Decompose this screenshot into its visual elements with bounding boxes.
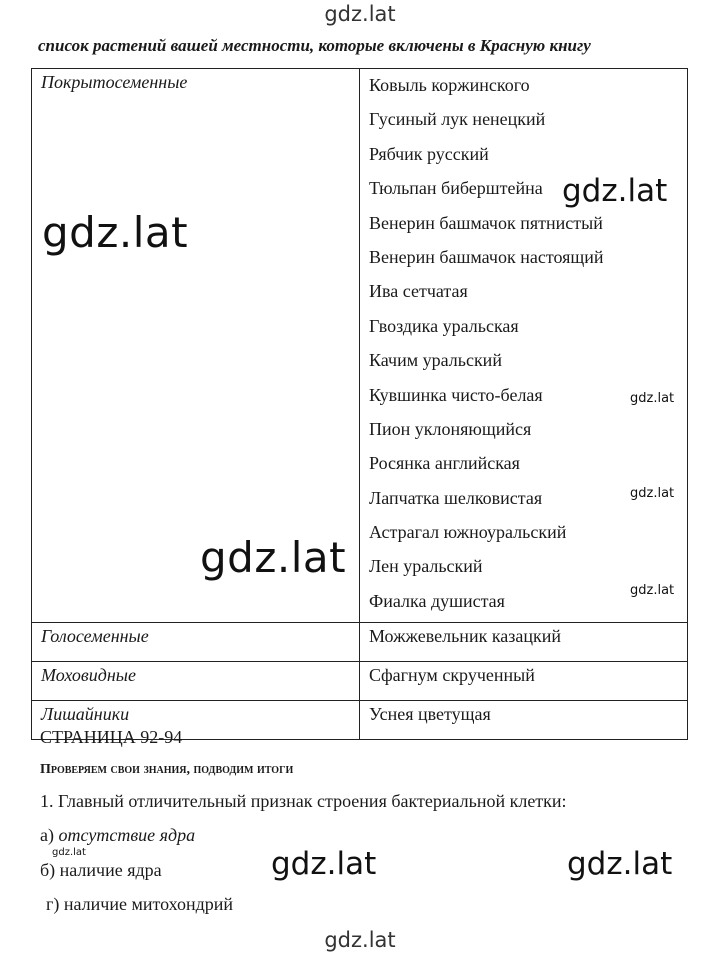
- list-item: Венерин башмачок настоящий: [369, 246, 604, 267]
- watermark-top: gdz.lat: [324, 2, 396, 26]
- species-gymnosperms: Можжевельник казацкий: [360, 623, 688, 662]
- list-item: Гвоздика уральская: [369, 315, 519, 336]
- watermark-small-2: gdz.lat: [630, 486, 675, 501]
- list-item: Кувшинка чисто-белая: [369, 384, 543, 405]
- table-row: [32, 623, 688, 662]
- list-item: Лапчатка шелковистая: [369, 487, 543, 508]
- group-gymnosperms: Голосеменные: [32, 623, 360, 662]
- watermark-tiny: gdz.lat: [52, 847, 86, 858]
- question-text: 1. Главный отличительный признак строения бактериальной клетки:: [40, 791, 567, 811]
- list-item: Фиалка душистая: [369, 590, 505, 611]
- list-item: Гусиный лук ненецкий: [369, 109, 546, 130]
- watermark-big-center: gdz.lat: [200, 533, 347, 582]
- table-row: [32, 662, 688, 701]
- list-item: Ива сетчатая: [369, 281, 468, 302]
- list-item: Качим уральский: [369, 350, 502, 371]
- answer-a-prefix: а): [40, 825, 54, 845]
- list-item: Ковыль коржинского: [369, 75, 530, 95]
- list-item: Венерин башмачок пятнистый: [369, 212, 603, 233]
- species-lichens: Уснея цветущая: [360, 701, 688, 740]
- list-item: Росянка английская: [369, 453, 520, 474]
- group-mosses: Моховидные: [32, 662, 360, 701]
- watermark-big-left: gdz.lat: [42, 208, 189, 257]
- table-heading: список растений вашей местности, которые включены в Красную книгу: [38, 36, 591, 55]
- watermark-lower-center: gdz.lat: [271, 846, 377, 882]
- watermark-small-1: gdz.lat: [630, 391, 675, 406]
- watermark-mid-right: gdz.lat: [562, 173, 668, 209]
- watermark-bottom: gdz.lat: [324, 928, 396, 952]
- table-row: [32, 69, 688, 623]
- list-item: Лен уральский: [369, 556, 483, 577]
- answer-g: г) наличие митохондрий: [46, 894, 234, 914]
- list-item: Астрагал южноуральский: [369, 522, 567, 543]
- answer-a-text: отсутствие ядра: [58, 825, 196, 845]
- answer-a: [40, 825, 195, 846]
- list-item: Рябчик русский: [369, 143, 489, 164]
- page-label: СТРАНИЦА 92-94: [40, 727, 183, 747]
- red-book-table: [31, 68, 688, 740]
- species-list-angiosperms: [360, 69, 688, 623]
- watermark-small-3: gdz.lat: [630, 583, 675, 598]
- answer-b: б) наличие ядра: [40, 860, 162, 880]
- section-title: Проверяем свои знания, подводим итоги: [40, 762, 294, 777]
- group-angiosperms: Покрытосеменные: [32, 69, 360, 623]
- list-item: Тюльпан биберштейна: [369, 178, 543, 199]
- group-lichens: Лишайники: [32, 701, 360, 740]
- watermark-lower-right: gdz.lat: [567, 846, 673, 882]
- list-item: Пион уклоняющийся: [369, 418, 532, 439]
- species-mosses: Сфагнум скрученный: [360, 662, 688, 701]
